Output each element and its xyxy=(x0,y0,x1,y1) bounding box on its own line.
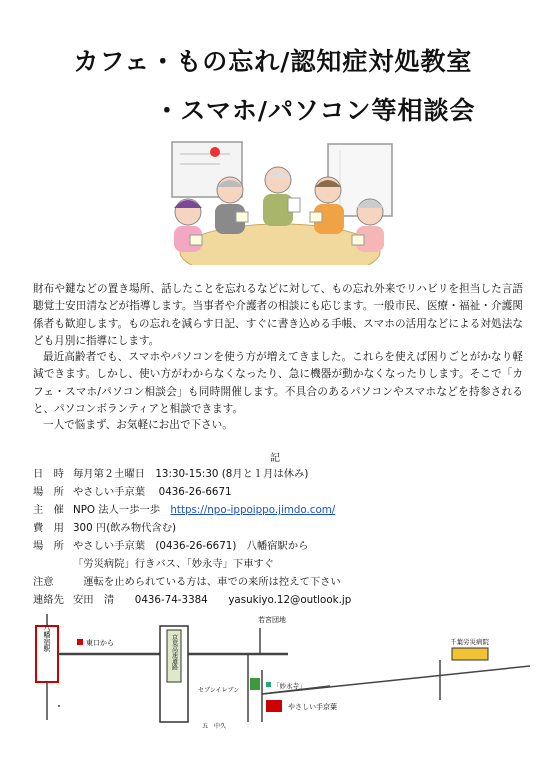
hospital-marker xyxy=(452,648,488,660)
info-value: 300 円(飲み物代含む) xyxy=(73,522,177,534)
station-label: 八幡宿駅 xyxy=(43,624,51,652)
bottom-label: 五 中久 xyxy=(202,723,227,730)
hospital-label: 千葉労災病院 xyxy=(450,638,489,646)
expressway-label: 京葉高速道路 xyxy=(170,634,178,670)
info-label: 連絡先 xyxy=(33,594,64,606)
temple-label: 「妙永寺」 xyxy=(273,682,306,690)
info-row-bus xyxy=(33,555,274,573)
meeting-illustration xyxy=(160,140,400,265)
info-label: 注意 xyxy=(33,576,54,588)
info-row-fee xyxy=(33,519,176,537)
title-line-1: カフェ・もの忘れ/認知症対処教室 xyxy=(73,47,473,76)
east-exit-label: 東口から xyxy=(86,639,114,647)
info-label: 主 催 xyxy=(33,504,64,516)
info-row-notice xyxy=(33,573,341,591)
title-line-2: ・スマホ/パソコン等相談会 xyxy=(154,96,476,125)
info-row-access xyxy=(33,537,308,555)
info-row-contact xyxy=(33,591,351,609)
info-value: NPO 法人一歩一歩 xyxy=(73,504,161,516)
seven-eleven-marker xyxy=(250,678,260,690)
info-row-place xyxy=(33,483,232,501)
yasashii-label: やさしい手京葉 xyxy=(288,703,337,711)
info-value: やさしい手京葉 0436-26-6671 xyxy=(73,486,232,498)
intro-paragraph: 財布や鍵などの置き場所、話したことを忘れるなどに対して、もの忘れ外来でリハビリを担当した言語聴覚士安田清などが指導します。当事者や介護者の相談にも応じます。一般市民、医療・福祉・介護関係者も歓迎します。もの忘れを減らす日記、すぐに書き込める手帳、スマホの活用などによる対処法なども月別に指導にします。 xyxy=(33,283,523,348)
info-row-organizer xyxy=(33,501,335,519)
info-value: 「労災病院」行きバス、「妙永寺」下車すぐ xyxy=(73,558,275,570)
info-label: 費 用 xyxy=(33,522,64,534)
organizer-link[interactable]: https://npo-ippoippo.jimdo.com/ xyxy=(170,504,336,516)
access-map xyxy=(30,610,530,730)
info-value: 安田 清 0436-74-3384 yasukiyo.12@outlook.jp xyxy=(73,594,352,606)
seven-eleven-label: セブンイレブン xyxy=(198,687,240,694)
closing-paragraph: 一人で悩まず、お気軽にお出で下さい。 xyxy=(43,419,233,431)
danchi-label: 若宮団地 xyxy=(258,616,286,624)
info-value: やさしい手京葉 (0436-26-6671) 八幡宿駅から xyxy=(73,540,309,552)
temple-marker xyxy=(266,682,271,687)
ki-heading: 記 xyxy=(270,453,280,464)
info-label: 場 所 xyxy=(33,540,64,552)
info-label: 日 時 xyxy=(33,468,64,480)
yasashii-marker xyxy=(266,700,282,712)
east-exit-marker xyxy=(77,639,83,645)
smartphone-paragraph: 最近高齢者でも、スマホやパソコンを使う方が増えてきました。これらを使えば困りごとがかなり軽減できます。しかし、使い方がわからなくなったり、急に機器が動かなくなったりします。そこで「カフェ・スマホ/パソコン相談会」も同時開催します。不具合のあるパソコンやスマホなどを持参されると、パソコンボランティアと相談できます。 xyxy=(33,351,523,416)
info-value: 運転を止められている方は、車での来所は控えて下さい xyxy=(73,576,341,588)
info-label: 場 所 xyxy=(33,486,64,498)
info-value: 毎月第２土曜日 13:30-15:30 (8月と１月は休み) xyxy=(73,468,309,480)
info-row-datetime xyxy=(33,465,308,483)
